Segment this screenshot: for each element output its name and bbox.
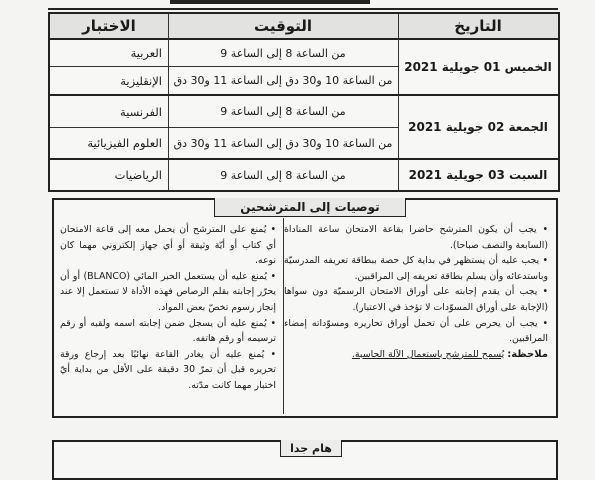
date-day-2: الجمعة 02 جويلية 2021 — [408, 120, 548, 134]
subject-name: الرياضيات — [114, 168, 162, 182]
obligations-column — [284, 222, 548, 362]
time-slot: من الساعة 10 و30 دق إلى الساعة 11 و30 دق — [173, 74, 393, 87]
important-box — [52, 440, 558, 480]
recommendation-item: • يُمنع عليه أن يغادر القاعة نهائيًا بعد إرجاع ورقة تحريره قبل أن تمرّ 30 دقيقة على الأقل من بداية أيّ اختبار مهما كانت مدّته. — [60, 348, 276, 391]
subject-name: العلوم الفيزيائية — [87, 136, 162, 150]
subject-name: العربية — [130, 46, 162, 60]
recommendation-item: • يجب أن يكون المترشح حاضرا بقاعة الامتحان ساعة المناداة (السابعة والنصف صباحا). — [284, 224, 548, 251]
header-time: التوقيت — [253, 17, 313, 35]
recommendation-item: • يُمنع على المترشح أن يحمل معه إلى قاعة الامتحان أي كتاب أو أيّة وثيقة أو أي جهاز إلكتروني مهما كان نوعه. — [60, 224, 276, 267]
time-slot: من الساعة 8 إلى الساعة 9 — [220, 105, 346, 118]
date-day-1: الخميس 01 جويلية 2021 — [404, 60, 552, 74]
recommendation-item: • يجب عليه أن يستظهر في بداية كل حصة ببطاقة تعريفه المدرسيّة وباستدعائه وأن يسلم بطاقة تعريفه إلى المراقبين. — [284, 255, 548, 282]
top-decoration-bar — [170, 0, 370, 4]
recommendation-item: • يجب أن يحرص على أن تحمل أوراق تحاريره ومسوّداته إمضاء المراقبين. — [284, 317, 548, 345]
header-exam: الاختبار — [82, 17, 136, 35]
time-slot: من الساعة 8 إلى الساعة 9 — [220, 46, 346, 60]
header-date: التاريخ — [454, 17, 502, 35]
recommendation-item: • يجب أن يقدم إجابته على أوراق الامتحان الرسميّة دون سواها (الإجابة على أوراق المسوّدات لا تؤخذ في الاعتبار). — [284, 286, 548, 313]
prohibitions-column — [60, 222, 276, 394]
time-slot: من الساعة 8 إلى الساعة 9 — [220, 168, 346, 182]
recommendation-item: • يُمنع عليه أن يستعمل الحبر المائي (BLANCO) أو أن يحرّر إجابته بقلم الرصاص فهذه الأداة لا تستعمل إلا عند إنجاز رسوم تخصّ بعض المواد. — [60, 270, 276, 313]
top-rule — [48, 8, 558, 10]
time-slot: من الساعة 10 و30 دق إلى الساعة 11 و30 دق — [173, 136, 393, 150]
exam-schedule-table — [48, 12, 560, 192]
subject-name: الإنقليزية — [120, 73, 162, 88]
note-text: يُسمح للمترشح باستعمال الآلة الحاسبة. — [351, 348, 505, 360]
important-title: هام جدا — [280, 440, 342, 457]
subject-name: الفرنسية — [120, 104, 162, 119]
recommendations-title: توصيات إلى المترشحين — [214, 198, 406, 217]
recommendation-item: • يُمنع عليه أن يسجل ضمن إجابته اسمه ولقبه أو رقم ترسيمه أو رقم هاتفه. — [60, 317, 276, 345]
note-label: ملاحظة: — [507, 348, 548, 360]
date-day-3: السبت 03 جويلية 2021 — [408, 168, 548, 182]
recommendations-box — [52, 198, 558, 418]
calculator-note — [284, 347, 548, 363]
